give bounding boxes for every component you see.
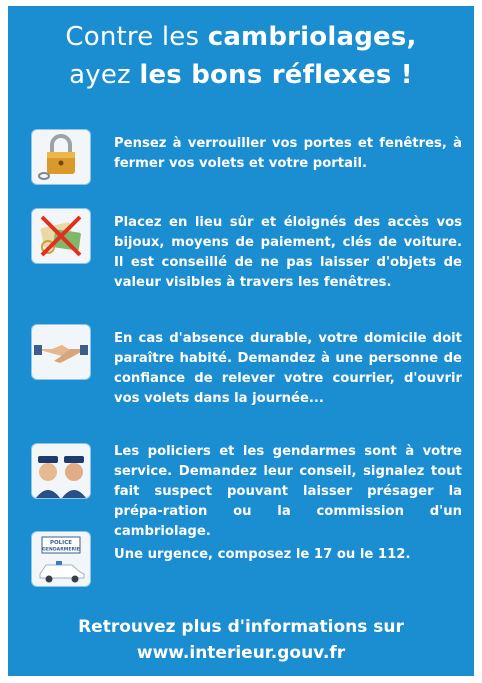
title-line2-emphasis: les bons réflexes ! (139, 60, 413, 90)
poster-title (8, 18, 474, 94)
police-sign-line2: GENDARMERIE (42, 547, 80, 553)
poster (8, 6, 474, 676)
handshake-icon (32, 325, 90, 379)
police-car-icon (32, 532, 90, 586)
footer-line1: Retrouvez plus d'informations sur (78, 617, 404, 637)
crossed-valuables-icon (32, 209, 90, 263)
advice-text-lock: Pensez à verrouiller vos portes et fenêtres, à fermer vos volets et votre portail. (114, 136, 462, 171)
police-sign-line1: POLICE (49, 540, 73, 546)
advice-text-absence: En cas d'absence durable, votre domicile doit paraître habité. Demandez à une personne de confiance de relever votre courrier, d'ouvrir vos volets dans la journée... (114, 331, 462, 406)
advice-text-valuables: Placez en lieu sûr et éloignés des accès vos bijoux, moyens de paiement, clés de voiture. Il est conseillé de ne pas laisser d'objets de valeur visibles à travers les fenêtres. (114, 215, 462, 290)
police-officers-icon (32, 444, 90, 498)
advice-text-police: Les policiers et les gendarmes sont à votre service. Demandez leur conseil, signalez tout fait suspect pouvant laisser présager la prépa-ration ou la commission d'un cambriolage. (114, 444, 462, 539)
footer-website-link[interactable]: www.interieur.gouv.fr (136, 643, 346, 663)
title-line1-emphasis: cambriolages, (207, 22, 417, 52)
footer (8, 614, 474, 666)
title-line2-prefix: ayez (69, 60, 140, 90)
padlock-icon (32, 130, 90, 184)
title-line1-prefix: Contre les (65, 22, 208, 52)
advice-text-emergency: Une urgence, composez le 17 ou le 112. (114, 547, 411, 562)
